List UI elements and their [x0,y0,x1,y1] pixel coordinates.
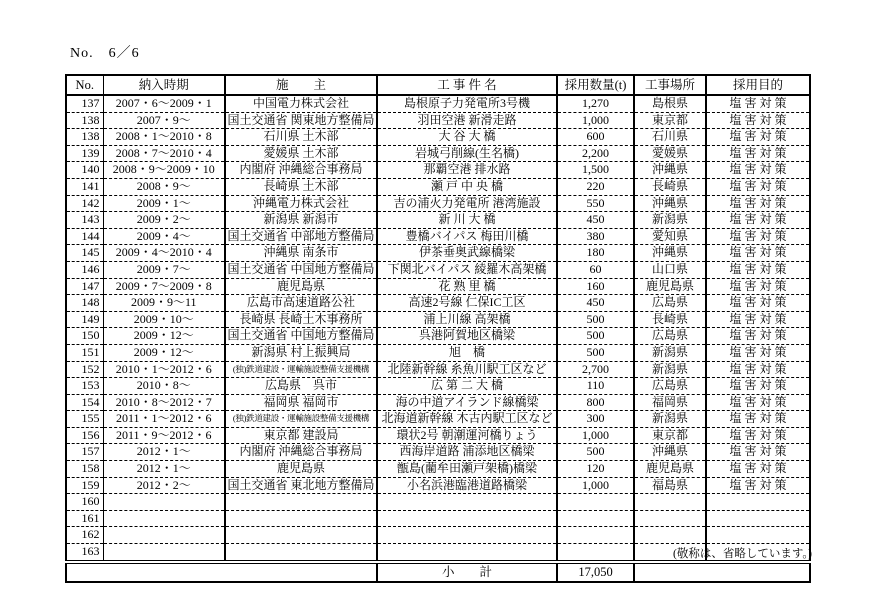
cell-quantity: 220 [557,178,634,195]
cell-purpose: 塩 害 対 策 [706,461,810,478]
cell-owner: 鹿児島県 [225,278,377,295]
cell-owner: 愛媛県 土木部 [225,145,377,162]
cell-quantity: 180 [557,245,634,262]
cell-project: 那覇空港 排水路 [377,162,557,179]
cell-project: 島根原子力発電所3号機 [377,95,557,112]
cell-project [377,527,557,544]
cell-owner: 国土交通省 中国地方整備局 [225,328,377,345]
cell-no: 141 [66,178,103,195]
cell-project: 岩城弓削線(生名橋) [377,145,557,162]
header-quantity: 採用数量(t) [557,75,634,95]
cell-owner: (独)鉄道建設・運輸施設整備支援機構 [225,361,377,378]
cell-no: 145 [66,245,103,262]
table-row [66,195,810,212]
table-row [66,112,810,129]
cell-quantity: 550 [557,195,634,212]
cell-purpose: 塩 害 対 策 [706,112,810,129]
cell-no: 151 [66,344,103,361]
cell-owner: 内閣府 沖縄総合事務局 [225,162,377,179]
cell-purpose: 塩 害 対 策 [706,245,810,262]
cell-quantity: 600 [557,129,634,146]
table-row [66,444,810,461]
table-row [66,527,810,544]
cell-place: 長崎県 [634,311,706,328]
cell-project [377,544,557,562]
cell-owner: 石川県 土木部 [225,129,377,146]
cell-owner: 国土交通省 中国地方整備局 [225,261,377,278]
cell-place: 福島県 [634,477,706,494]
cell-purpose: 塩 害 対 策 [706,278,810,295]
cell-place: 広島県 [634,328,706,345]
cell-period: 2007・9～ [103,112,225,129]
cell-period: 2009・4～2010・4 [103,245,225,262]
cell-purpose: 塩 害 対 策 [706,378,810,395]
table-row [66,261,810,278]
table-row [66,245,810,262]
cell-quantity: 60 [557,261,634,278]
cell-place: 広島県 [634,378,706,395]
cell-no: 160 [66,494,103,511]
cell-no: 146 [66,261,103,278]
cell-period: 2011・1～2012・6 [103,411,225,428]
cell-no: 154 [66,394,103,411]
cell-period: 2009・9～11 [103,295,225,312]
cell-no: 140 [66,162,103,179]
cell-project: 瀬 戸 中 央 橋 [377,178,557,195]
honorifics-footnote: (敬称は、省略しています。) [673,548,812,560]
table-row [66,228,810,245]
cell-purpose: 塩 害 対 策 [706,444,810,461]
cell-purpose: 塩 害 対 策 [706,394,810,411]
cell-project: 伊茶垂奥武線橋梁 [377,245,557,262]
cell-place: 福岡県 [634,394,706,411]
subtotal-empty-left [66,562,377,582]
cell-quantity: 160 [557,278,634,295]
cell-project [377,494,557,511]
cell-period: 2008・9～ [103,178,225,195]
table-row [66,145,810,162]
cell-no: 138 [66,112,103,129]
cell-place: 島根県 [634,95,706,112]
cell-quantity: 110 [557,378,634,395]
cell-no: 150 [66,328,103,345]
cell-project: 羽田空港 新滑走路 [377,112,557,129]
cell-purpose: 塩 害 対 策 [706,344,810,361]
subtotal-empty-right [634,562,810,582]
cell-place: 新潟県 [634,344,706,361]
cell-owner: 新潟県 新潟市 [225,212,377,229]
cell-project: 豊橋バイパス 梅田川橋 [377,228,557,245]
page-number-label: No. 6／6 [70,46,140,61]
cell-owner: 中国電力株式会社 [225,95,377,112]
cell-period: 2007・6～2009・1 [103,95,225,112]
cell-owner: 長崎県 土木部 [225,178,377,195]
cell-place: 愛知県 [634,228,706,245]
cell-period: 2008・1～2010・8 [103,129,225,146]
cell-no: 144 [66,228,103,245]
cell-project: 新 川 大 橋 [377,212,557,229]
cell-period: 2009・12～ [103,328,225,345]
cell-purpose: 塩 害 対 策 [706,295,810,312]
cell-project: 呉港阿賀地区橋梁 [377,328,557,345]
cell-period: 2009・4～ [103,228,225,245]
cell-no: 149 [66,311,103,328]
cell-purpose: 塩 害 対 策 [706,178,810,195]
cell-owner: 新潟県 村上振興局 [225,344,377,361]
subtotal-row [66,562,810,582]
cell-owner [225,544,377,562]
cell-owner [225,494,377,511]
cell-place: 山口県 [634,261,706,278]
subtotal-label: 小 計 [377,562,557,582]
cell-place: 鹿児島県 [634,461,706,478]
table-row [66,328,810,345]
header-owner: 施 主 [225,75,377,95]
cell-purpose: 塩 害 対 策 [706,261,810,278]
cell-quantity: 300 [557,411,634,428]
cell-quantity: 800 [557,394,634,411]
cell-owner: 沖縄県 南条市 [225,245,377,262]
cell-period: 2009・12～ [103,344,225,361]
cell-period: 2010・1～2012・6 [103,361,225,378]
table-row [66,461,810,478]
table-body [66,95,810,562]
cell-place: 東京都 [634,427,706,444]
cell-period: 2009・2～ [103,212,225,229]
cell-period: 2009・1～ [103,195,225,212]
cell-place: 新潟県 [634,361,706,378]
cell-period: 2009・7～2009・8 [103,278,225,295]
table-row [66,311,810,328]
cell-period: 2009・7～ [103,261,225,278]
cell-place [634,510,706,527]
cell-quantity: 500 [557,328,634,345]
cell-no: 152 [66,361,103,378]
cell-place: 広島県 [634,295,706,312]
cell-quantity: 120 [557,461,634,478]
cell-purpose: 塩 害 対 策 [706,129,810,146]
cell-purpose: 塩 害 対 策 [706,162,810,179]
cell-quantity [557,544,634,562]
cell-owner: 国土交通省 関東地方整備局 [225,112,377,129]
cell-project: 海の中道アイランド線橋梁 [377,394,557,411]
table-row [66,344,810,361]
table-row [66,394,810,411]
cell-owner [225,510,377,527]
cell-place: 愛媛県 [634,145,706,162]
cell-purpose: 塩 害 対 策 [706,212,810,229]
table-row [66,494,810,511]
cell-period: 2010・8～ [103,378,225,395]
table-row [66,95,810,112]
cell-period: 2010・8～2012・7 [103,394,225,411]
cell-quantity: 500 [557,311,634,328]
table-row [66,361,810,378]
cell-period [103,494,225,511]
cell-no: 163 [66,544,103,562]
cell-owner: 内閣府 沖縄総合事務局 [225,444,377,461]
cell-project: 大 谷 大 橋 [377,129,557,146]
cell-place: 沖縄県 [634,195,706,212]
cell-place: 東京都 [634,112,706,129]
cell-period: 2012・1～ [103,461,225,478]
cell-no: 147 [66,278,103,295]
cell-period: 2008・9～2009・10 [103,162,225,179]
table-row [66,278,810,295]
table-row [66,129,810,146]
cell-owner: 長崎県 長崎土木事務所 [225,311,377,328]
cell-no: 148 [66,295,103,312]
cell-purpose: 塩 害 対 策 [706,361,810,378]
table-row [66,162,810,179]
cell-quantity: 2,200 [557,145,634,162]
table-row [66,295,810,312]
cell-place: 沖縄県 [634,245,706,262]
cell-no: 137 [66,95,103,112]
cell-project [377,510,557,527]
cell-project: 甑島(藺牟田瀬戸架橋)橋梁 [377,461,557,478]
cell-project: 北陸新幹線 糸魚川駅工区など [377,361,557,378]
cell-purpose: 塩 害 対 策 [706,427,810,444]
cell-purpose [706,494,810,511]
cell-quantity: 1,000 [557,112,634,129]
cell-period: 2009・10～ [103,311,225,328]
cell-place: 石川県 [634,129,706,146]
cell-purpose: 塩 害 対 策 [706,195,810,212]
cell-project: 吉の浦火力発電所 港湾施設 [377,195,557,212]
header-no: No. [66,75,103,95]
cell-no: 142 [66,195,103,212]
subtotal-value: 17,050 [557,562,634,582]
cell-no: 162 [66,527,103,544]
cell-no: 161 [66,510,103,527]
cell-place: 沖縄県 [634,162,706,179]
cell-purpose: 塩 害 対 策 [706,145,810,162]
table-row [66,212,810,229]
cell-owner: 東京都 建設局 [225,427,377,444]
cell-period: 2008・7～2010・4 [103,145,225,162]
cell-owner: (独)鉄道建設・運輸施設整備支援機構 [225,411,377,428]
cell-period [103,527,225,544]
cell-quantity: 1,270 [557,95,634,112]
cell-project: 環状2号 朝潮運河橋りょう [377,427,557,444]
cell-project: 小名浜港臨港道路橋梁 [377,477,557,494]
header-purpose: 採用目的 [706,75,810,95]
cell-owner: 広島県 呉市 [225,378,377,395]
header-place: 工事場所 [634,75,706,95]
cell-place: 長崎県 [634,178,706,195]
cell-quantity: 1,500 [557,162,634,179]
cell-quantity: 450 [557,212,634,229]
cell-project: 西海岸道路 浦添地区橋梁 [377,444,557,461]
cell-purpose: 塩 害 対 策 [706,311,810,328]
cell-period [103,544,225,562]
cell-purpose [706,510,810,527]
cell-owner: 沖縄電力株式会社 [225,195,377,212]
table-row [66,427,810,444]
header-row [66,75,810,95]
table-row [66,411,810,428]
cell-place: 鹿児島県 [634,278,706,295]
projects-table [65,74,811,583]
cell-quantity [557,510,634,527]
table-row [66,510,810,527]
cell-place: 沖縄県 [634,444,706,461]
cell-place [634,527,706,544]
cell-quantity: 1,000 [557,477,634,494]
cell-project: 高速2号線 仁保IC工区 [377,295,557,312]
cell-quantity [557,494,634,511]
cell-no: 139 [66,145,103,162]
cell-no: 157 [66,444,103,461]
table-footer [66,562,810,582]
cell-owner: 広島市高速道路公社 [225,295,377,312]
table-row [66,477,810,494]
cell-no: 143 [66,212,103,229]
cell-purpose: 塩 害 対 策 [706,411,810,428]
cell-place: 新潟県 [634,411,706,428]
cell-owner: 鹿児島県 [225,461,377,478]
cell-purpose [706,527,810,544]
header-period: 納入時期 [103,75,225,95]
cell-owner [225,527,377,544]
cell-purpose: 塩 害 対 策 [706,95,810,112]
cell-no: 156 [66,427,103,444]
cell-no: 153 [66,378,103,395]
cell-project: 花 熟 里 橋 [377,278,557,295]
cell-place: 新潟県 [634,212,706,229]
header-project: 工 事 件 名 [377,75,557,95]
cell-project: 北海道新幹線 木古内駅工区など [377,411,557,428]
cell-purpose: 塩 害 対 策 [706,328,810,345]
cell-place [634,494,706,511]
cell-no: 138 [66,129,103,146]
cell-purpose: 塩 害 対 策 [706,228,810,245]
cell-period: 2012・2～ [103,477,225,494]
cell-no: 158 [66,461,103,478]
table-row [66,378,810,395]
cell-owner: 福岡県 福岡市 [225,394,377,411]
cell-project: 下関北バイパス 綾羅木高架橋 [377,261,557,278]
cell-quantity: 2,700 [557,361,634,378]
cell-purpose: 塩 害 対 策 [706,477,810,494]
cell-quantity: 450 [557,295,634,312]
cell-quantity: 380 [557,228,634,245]
cell-no: 159 [66,477,103,494]
cell-period: 2012・1～ [103,444,225,461]
cell-no: 155 [66,411,103,428]
cell-owner: 国土交通省 中部地方整備局 [225,228,377,245]
cell-period: 2011・9～2012・6 [103,427,225,444]
cell-project: 旭 橋 [377,344,557,361]
cell-quantity: 500 [557,344,634,361]
table-row [66,178,810,195]
cell-owner: 国土交通省 東北地方整備局 [225,477,377,494]
cell-period [103,510,225,527]
cell-project: 浦上川線 高架橋 [377,311,557,328]
cell-quantity: 1,000 [557,427,634,444]
cell-quantity [557,527,634,544]
cell-project: 広 第 二 大 橋 [377,378,557,395]
cell-quantity: 500 [557,444,634,461]
table-header [66,75,810,95]
